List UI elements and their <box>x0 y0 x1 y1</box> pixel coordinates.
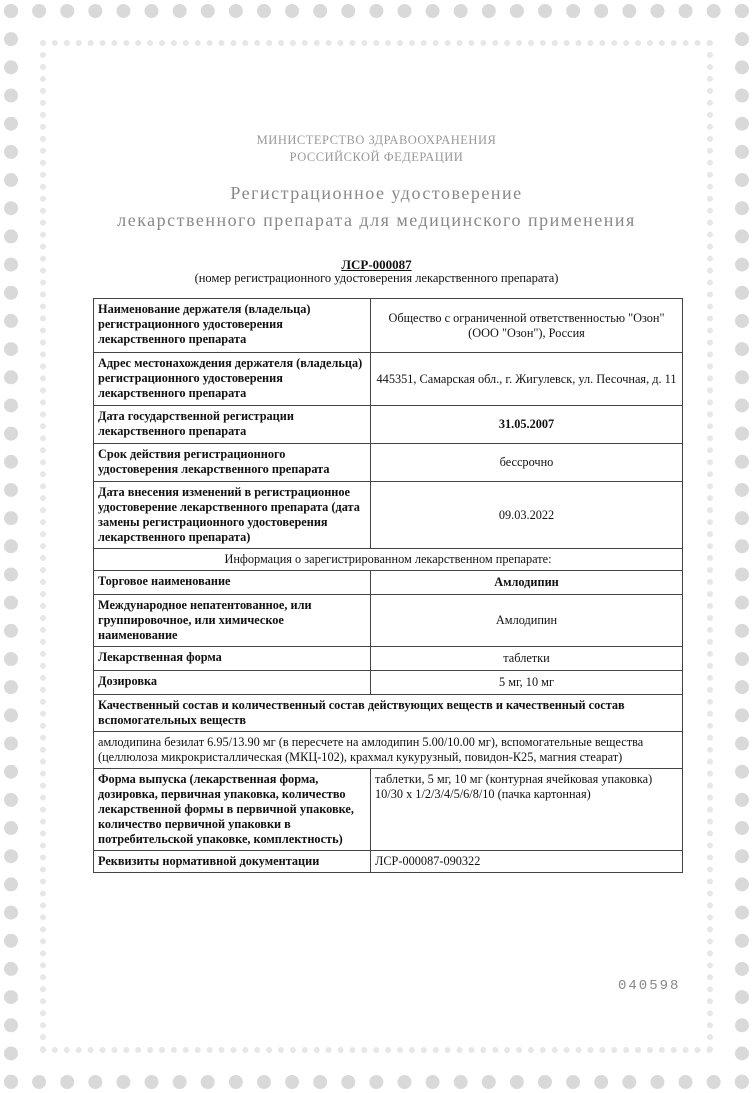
table-row <box>94 482 683 549</box>
ministry-line-1: МИНИСТЕРСТВО ЗДРАВООХРАНЕНИЯ <box>256 133 497 147</box>
row-label: Дата государственной регистрации лекарственного препарата <box>94 406 371 444</box>
table-row <box>94 671 683 695</box>
table-row <box>94 444 683 482</box>
row-label: Дозировка <box>94 671 371 695</box>
row-value: таблетки <box>371 647 683 671</box>
registration-table <box>93 298 683 873</box>
row-value: 445351, Самарская обл., г. Жигулевск, ул. Песочная, д. 11 <box>371 353 683 406</box>
row-label: Форма выпуска (лекарственная форма, дозировка, первичная упаковка, количество лекарственной формы в первичной упаковке, количество первичной упаковки в потребительской упаковке, комплектность) <box>94 769 371 851</box>
info-header: Информация о зарегистрированном лекарственном препарате: <box>94 549 683 571</box>
table-row <box>94 353 683 406</box>
info-header-row <box>94 549 683 571</box>
ministry-heading <box>0 132 753 166</box>
registration-number-caption: (номер регистрационного удостоверения лекарственного препарата) <box>194 271 559 285</box>
table-row <box>94 595 683 647</box>
row-value: Амлодипин <box>371 571 683 595</box>
row-label: Адрес местонахождения держателя (владельца) регистрационного удостоверения лекарственного препарата <box>94 353 371 406</box>
registration-number: ЛСР-000087 <box>341 257 412 272</box>
composition-label-row <box>94 695 683 732</box>
table-row <box>94 851 683 873</box>
row-value: Общество с ограниченной ответственностью "Озон" (ООО "Озон"), Россия <box>371 299 683 353</box>
row-label: Реквизиты нормативной документации <box>94 851 371 873</box>
row-value: 09.03.2022 <box>371 482 683 549</box>
row-label: Международное непатентованное, или группировочное, или химическое наименование <box>94 595 371 647</box>
serial-number: 040598 <box>618 978 681 994</box>
row-label: Лекарственная форма <box>94 647 371 671</box>
row-value: Амлодипин <box>371 595 683 647</box>
table-row <box>94 571 683 595</box>
composition-label: Качественный состав и количественный состав действующих веществ и качественный состав вспомогательных веществ <box>94 695 683 732</box>
row-label: Наименование держателя (владельца) регистрационного удостоверения лекарственного препарата <box>94 299 371 353</box>
row-value: ЛСР-000087-090322 <box>371 851 683 873</box>
table-row <box>94 299 683 353</box>
title-line-1: Регистрационное удостоверение <box>230 183 523 203</box>
composition-value-row <box>94 732 683 769</box>
row-value: таблетки, 5 мг, 10 мг (контурная ячейковая упаковка) 10/30 x 1/2/3/4/5/6/8/10 (пачка картонная) <box>371 769 683 851</box>
row-value: 5 мг, 10 мг <box>371 671 683 695</box>
row-label: Торговое наименование <box>94 571 371 595</box>
row-label: Дата внесения изменений в регистрационное удостоверение лекарственного препарата (дата замены регистрационного удостоверения лекарственного препарата) <box>94 482 371 549</box>
table-row <box>94 647 683 671</box>
title-line-2: лекарственного препарата для медицинского применения <box>117 210 636 230</box>
row-value: 31.05.2007 <box>371 406 683 444</box>
composition-value: амлодипина безилат 6.95/13.90 мг (в пересчете на амлодипин 5.00/10.00 мг), вспомогательные вещества (целлюлоза микрокристаллическая (МКЦ-102), крахмал кукурузный, повидон-К25, магния стеарат) <box>94 732 683 769</box>
table-row <box>94 769 683 851</box>
row-value: бессрочно <box>371 444 683 482</box>
row-label: Срок действия регистрационного удостоверения лекарственного препарата <box>94 444 371 482</box>
document-title <box>0 180 753 234</box>
ministry-line-2: РОССИЙСКОЙ ФЕДЕРАЦИИ <box>289 150 464 164</box>
table-row <box>94 406 683 444</box>
